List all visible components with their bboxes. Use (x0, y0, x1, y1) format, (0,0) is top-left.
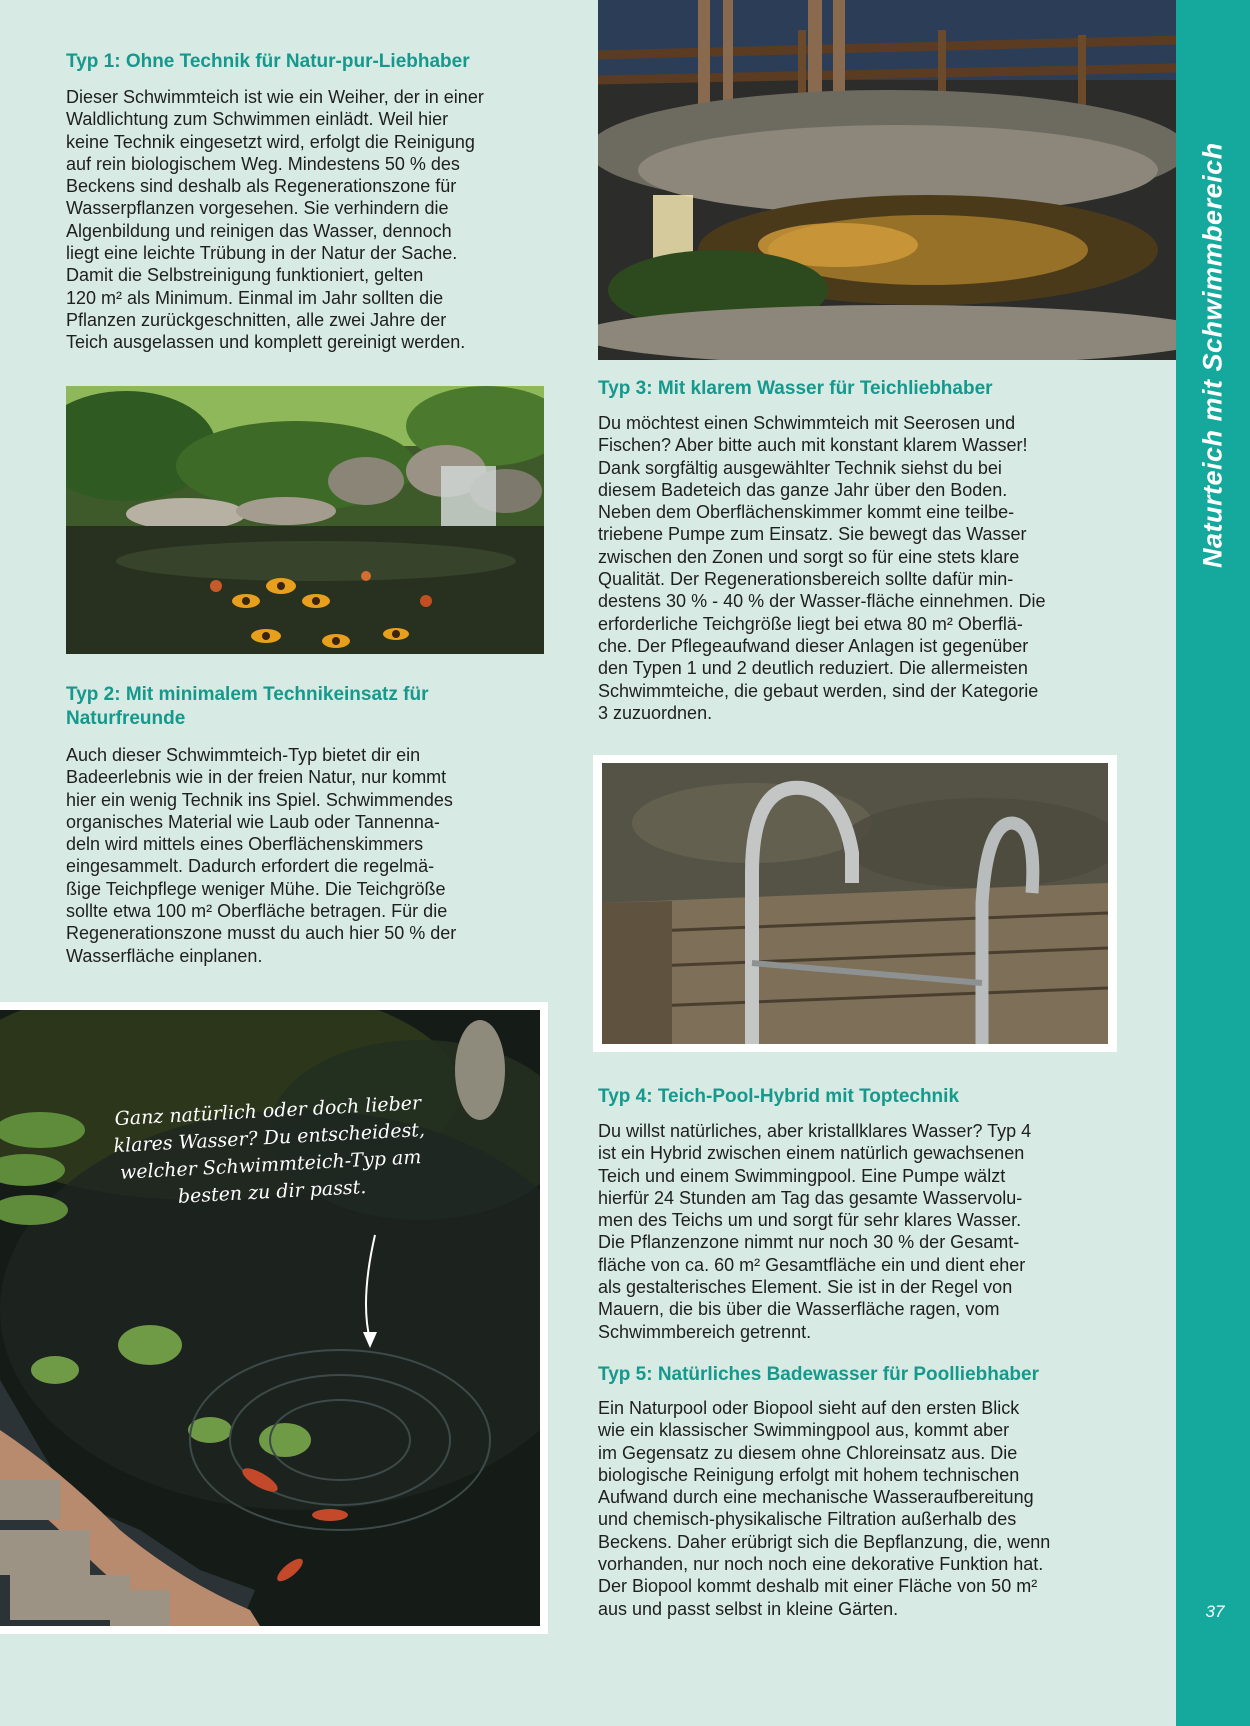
page-number: 37 (1205, 1602, 1225, 1621)
illuminated-pond-photo (598, 0, 1176, 360)
section-heading-typ4: Typ 4: Teich-Pool-Hybrid mit Toptechnik (598, 1086, 960, 1107)
photo-caption: Ganz natürlich oder doch lieber klares Wasser? Du entscheidest, welcher Schwimmteich-Typ am besten zu dir passt. (113, 1092, 426, 1208)
section-body-typ1: Dieser Schwimmteich ist wie ein Weiher, der in einer Waldlichtung zum Schwimmen einlädt. Weil hier keine Technik eingesetzt wird, erfolgt die Reinigung auf rein biologischem Weg. Mindestens 50 % des Beckens sind deshalb als Regenerationszone für Wasserpflanzen vorgesehen. Sie verhindern die Algenbildung und reinigen das Wasser, dennoch liegt eine leichte Trübung in der Natur der Sache. Damit die Selbstreinigung funktioniert, gelten 120 m² als Minimum. Einmal im Jahr sollten die Pflanzen zurückgeschnitten, alle zwei Jahre der Teich ausgelassen und komplett gereinigt werden. (66, 87, 484, 353)
section-heading-typ1: Typ 1: Ohne Technik für Natur-pur-Liebhaber (66, 51, 470, 72)
section-heading-typ5: Typ 5: Natürliches Badewasser für Poolliebhaber (598, 1364, 1039, 1385)
section-body-typ5: Ein Naturpool oder Biopool sieht auf den ersten Blick wie ein klassischer Swimmingpool aus, kommt aber im Gegensatz zu diesem ohne Chloreinsatz aus. Die biologische Reinigung erfolgt mit hohem technischen Aufwand durch eine mechanische Wasseraufbereitung und chemisch-physikalische Filtration außerhalb des Beckens. Daher erübrigt sich die Bepflanzung, die, wenn vorhanden, nur noch noch eine dekorative Funktion hat. Der Biopool kommt deshalb mit einer Fläche von 50 m² aus und passt selbst in kleine Gärten. (598, 1398, 1051, 1619)
section-body-typ2: Auch dieser Schwimmteich-Typ bietet dir ein Badeerlebnis wie in der freien Natur, nur kommt hier ein wenig Technik ins Spiel. Schwimmendes organisches Material wie Laub oder Tannenna- deln wird mittels eines Oberflächenskimmers eingesammelt. Dadurch erfordert die regelmä- ßige Teichpflege weniger Mühe. Die Teichgröße sollte etwa 100 m² Oberfläche betragen. Für die Regenerationszone musst du auch hier 50 % der Wasserfläche einplanen. (66, 745, 457, 966)
section-body-typ3: Du möchtest einen Schwimmteich mit Seerosen und Fischen? Aber bitte auch mit konstant klarem Wasser! Dank sorgfältig ausgewählter Technik siehst du bei diesem Badeteich das ganze Jahr über den Boden. Neben dem Oberflächenskimmer kommt eine teilbe- triebene Pumpe zum Einsatz. Sie bewegt das Wasser zwischen den Zonen und sorgt so für eine stets klare Qualität. Der Regenerationsbereich sollte dafür min- destens 30 % - 40 % der Wasser-fläche einnehmen. Die erforderliche Teichgröße liegt bei etwa 80 m² Oberflä- che. Der Pflegeaufwand dieser Anlagen ist gegenüber den Typen 1 und 2 deutlich reduziert. Die allermeisten Schwimmteiche, die gebaut werden, sind der Kategorie 3 zuzuordnen. (598, 413, 1046, 723)
sidebar-title: Naturteich mit Schwimmbereich (1197, 142, 1228, 568)
pool-ladder-photo (602, 763, 1108, 1044)
section-heading-typ3: Typ 3: Mit klarem Wasser für Teichliebhaber (598, 378, 993, 399)
section-body-typ4: Du willst natürliches, aber kristallklares Wasser? Typ 4 ist ein Hybrid zwischen einem natürlich gewachsenen Teich und einem Swimmingpool. Eine Pumpe wälzt hierfür 24 Stunden am Tag das gesamte Wasservolu- men des Teichs um und sorgt für sehr klares Wasser. Die Pflanzenzone nimmt nur noch 30 % der Gesamt- fläche von ca. 60 m² Gesamtfläche ein und dient eher als gestalterisches Element. Sie ist in der Regel von Mauern, die bis über die Wasserfläche ragen, vom Schwimmbereich getrennt. (598, 1121, 1032, 1342)
garden-pond-photo (66, 386, 544, 654)
section-heading-typ2: Typ 2: Mit minimalem Technikeinsatz für Naturfreunde (66, 684, 429, 729)
